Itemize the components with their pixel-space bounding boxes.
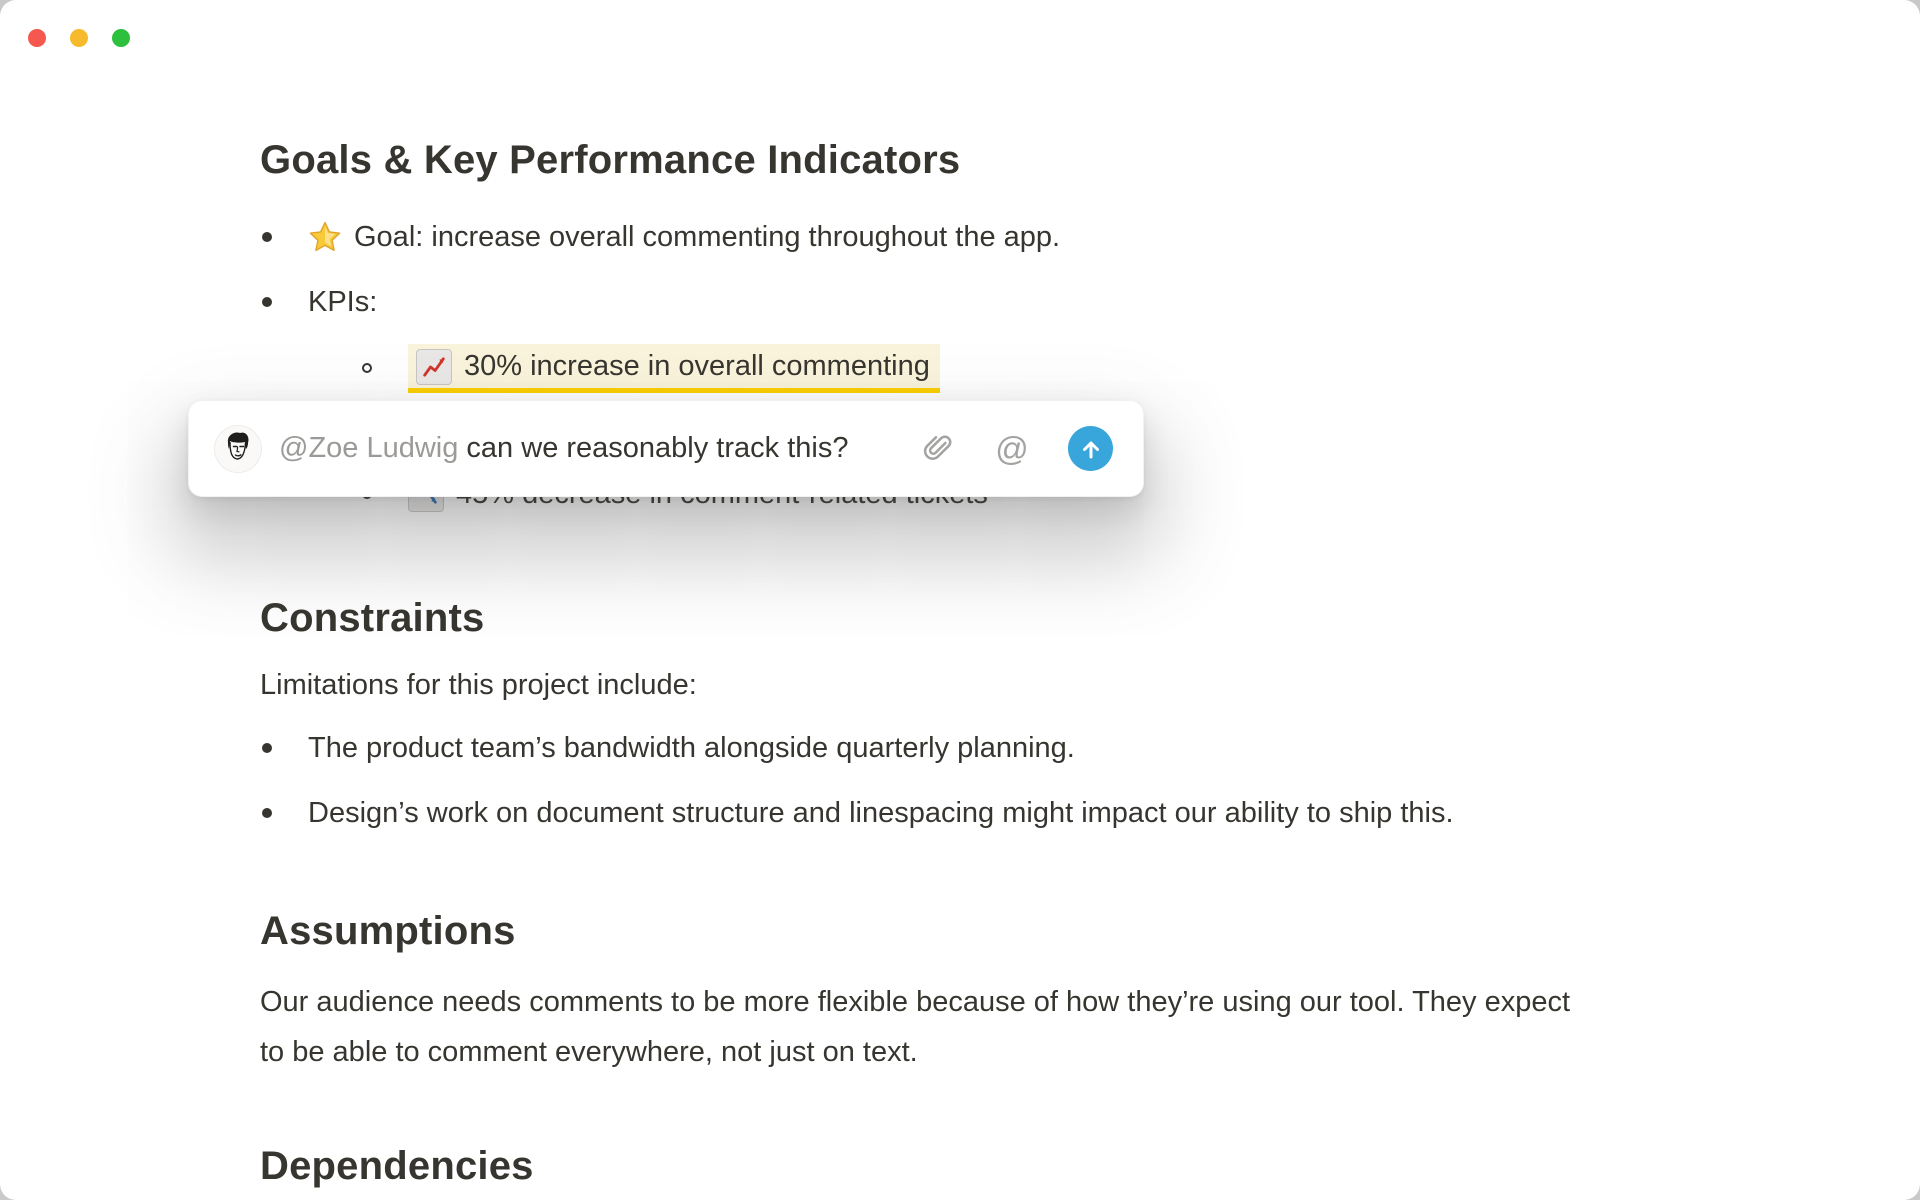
- star-icon: [308, 220, 342, 254]
- send-comment-button[interactable]: [1068, 426, 1113, 471]
- bullet-marker: [260, 808, 274, 818]
- kpi-increase-list-item[interactable]: [360, 342, 940, 394]
- constraints-intro[interactable]: Limitations for this project include:: [260, 669, 697, 701]
- composer-actions: [920, 426, 1113, 471]
- arrow-up-icon: [1079, 437, 1103, 461]
- dependencies-heading[interactable]: Dependencies: [260, 1144, 534, 1188]
- at-sign-icon: @: [995, 430, 1029, 467]
- kpi-increase-text: 30% increase in overall commenting: [464, 350, 930, 382]
- goal-text: Goal: increase overall commenting throughout the app.: [354, 220, 1061, 253]
- constraints-bullet-1-text: The product team’s bandwidth alongside quarterly planning.: [308, 731, 1075, 764]
- assumptions-heading[interactable]: Assumptions: [260, 909, 516, 953]
- assumptions-paragraph[interactable]: Our audience needs comments to be more flexible because of how they’re using our tool. They expect to be able to comment everywhere, not just on text.: [260, 986, 1571, 1068]
- mention-chip[interactable]: @Zoe Ludwig: [279, 432, 459, 464]
- constraints-bullet-2-text: Design’s work on document structure and linespacing might impact our ability to ship this.: [308, 796, 1454, 829]
- kpis-text: KPIs:: [308, 285, 378, 318]
- comment-input[interactable]: [279, 432, 920, 465]
- constraints-bullet-2[interactable]: [260, 791, 1454, 835]
- chart-increasing-icon: [416, 349, 452, 385]
- goals-heading[interactable]: Goals & Key Performance Indicators: [260, 138, 961, 182]
- bullet-marker-hollow: [360, 363, 374, 373]
- mention-user-button[interactable]: [994, 431, 1030, 467]
- constraints-heading[interactable]: Constraints: [260, 596, 485, 640]
- bullet-marker: [260, 297, 274, 307]
- commented-highlight[interactable]: [408, 344, 940, 393]
- kpis-list-item[interactable]: [260, 280, 377, 324]
- user-avatar: [215, 426, 261, 472]
- constraints-bullet-1[interactable]: [260, 726, 1075, 770]
- bullet-marker: [260, 743, 274, 753]
- attach-file-button[interactable]: [920, 431, 956, 467]
- comment-composer-popup: [188, 400, 1144, 497]
- goal-list-item[interactable]: [260, 215, 1060, 259]
- bullet-marker: [260, 232, 274, 242]
- paperclip-icon: [922, 433, 954, 465]
- comment-draft-text: can we reasonably track this?: [458, 432, 849, 464]
